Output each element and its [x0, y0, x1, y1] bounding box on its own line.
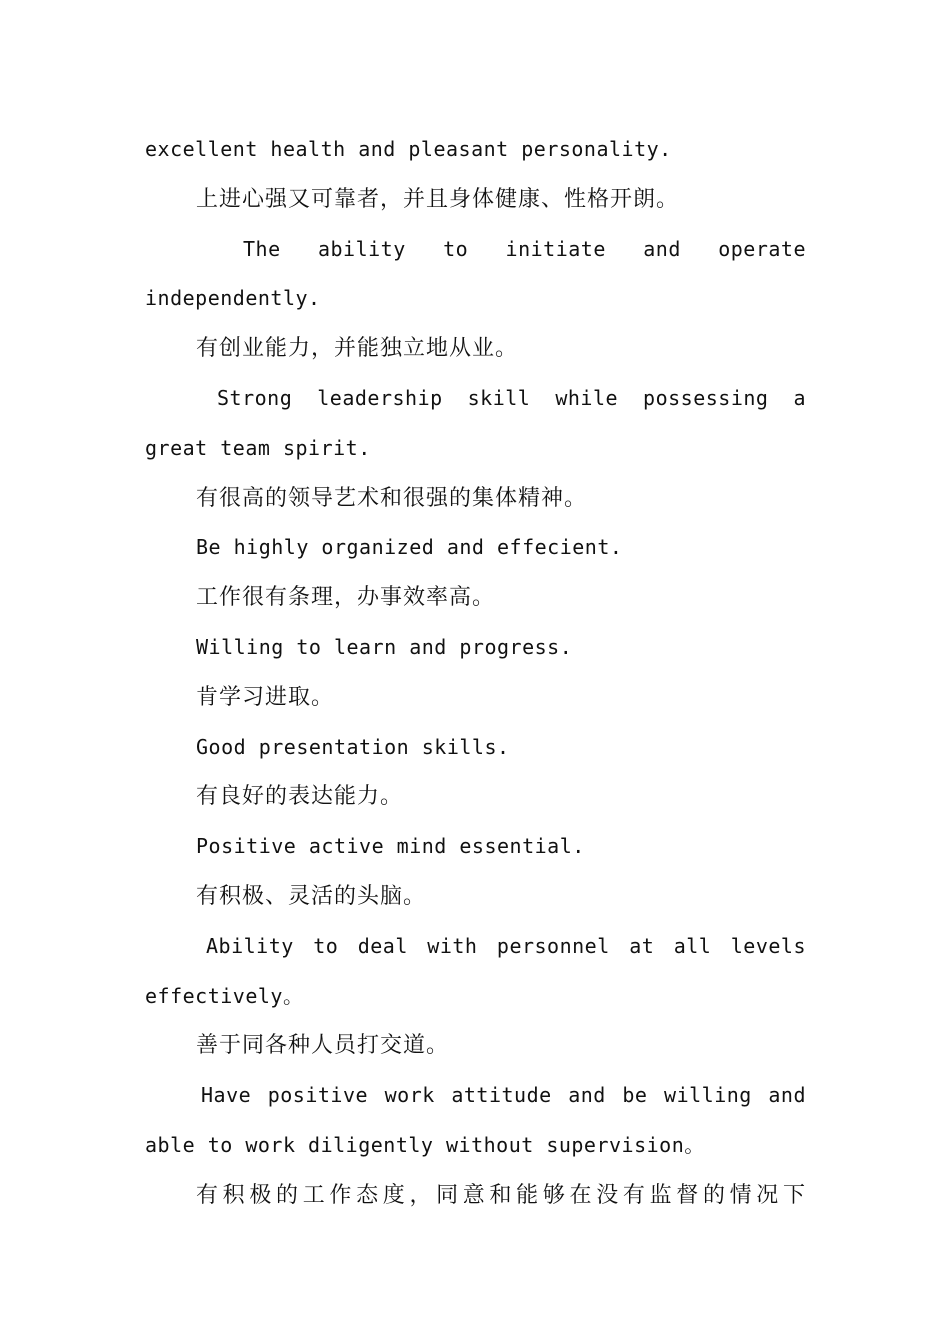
- text-line: Strong leadership skill while possessing a: [217, 385, 806, 410]
- text-line: 上进心强又可靠者，并且身体健康、性格开朗。: [196, 186, 680, 212]
- text-line: 有积极、灵活的头脑。: [196, 883, 427, 909]
- text-line: Willing to learn and progress.: [196, 634, 573, 659]
- text-line: 工作很有条理，办事效率高。: [196, 585, 496, 611]
- text-line: excellent health and pleasant personality.: [145, 137, 672, 161]
- text-line: able to work diligently without supervision。: [145, 1132, 705, 1157]
- text-line: 肯学习进取。: [196, 684, 335, 710]
- text-line: Ability to deal with personnel at all levels: [206, 933, 806, 958]
- text-line: 善于同各种人员打交道。: [196, 1033, 450, 1059]
- text-line: great team spirit.: [145, 435, 371, 460]
- text-line: Be highly organized and effecient.: [196, 535, 623, 560]
- text-line: Have positive work attitude and be willing and: [201, 1083, 806, 1108]
- text-line: 有积极的工作态度，同意和能够在没有监督的情况下: [196, 1182, 806, 1208]
- text-line: independently.: [145, 286, 321, 311]
- text-line: effectively。: [145, 983, 304, 1008]
- text-line: 有很高的领导艺术和很强的集体精神。: [196, 485, 588, 511]
- text-line: Positive active mind essential.: [196, 834, 585, 859]
- text-line: The ability to initiate and operate: [243, 236, 806, 261]
- text-line: 有创业能力，并能独立地从业。: [196, 336, 519, 362]
- document-body: [145, 125, 806, 1221]
- text-line: Good presentation skills.: [196, 734, 510, 759]
- text-line: 有良好的表达能力。: [196, 784, 404, 810]
